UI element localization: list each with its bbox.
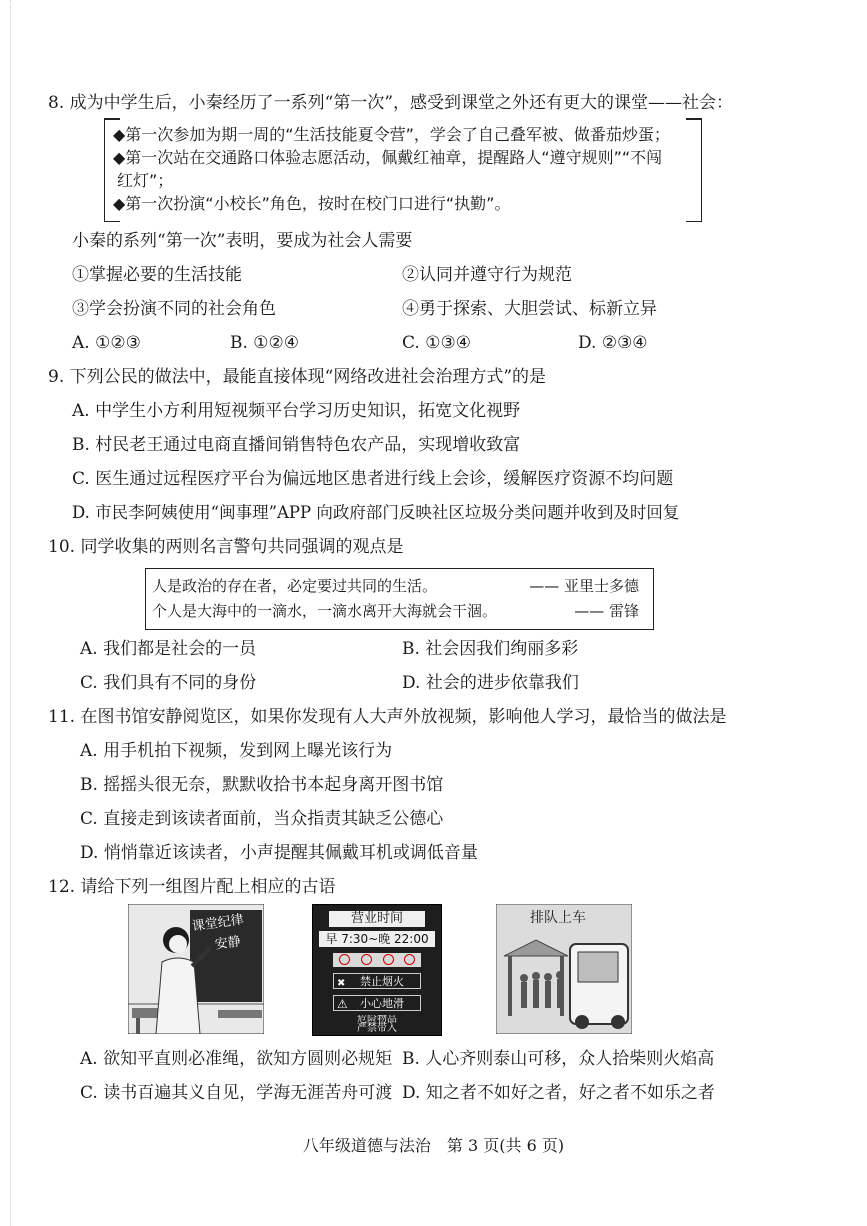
answer-option[interactable]: D. 知之者不如好之者，好之者不如乐之者 bbox=[402, 1083, 715, 1103]
material-line: ◆第一次参加为期一周的“生活技能夏令营”，学会了自己叠军被、做番茄炒蛋； bbox=[113, 125, 670, 144]
sign-label: 危险物品 bbox=[357, 1015, 397, 1025]
answer-option[interactable]: C. 我们具有不同的身份 bbox=[80, 673, 257, 693]
question-12-stem: 12. 请给下列一组图片配上相应的古语 bbox=[48, 877, 336, 897]
sign-slippery bbox=[333, 995, 421, 1011]
question-8-prompt: 小秦的系列“第一次”表明，要成为社会人需要 bbox=[72, 231, 413, 251]
answer-option[interactable]: B. ①②④ bbox=[230, 333, 300, 353]
notice-board-illustration bbox=[312, 904, 442, 1036]
answer-option[interactable]: A. 用手机拍下视频，发到网上曝光该行为 bbox=[80, 741, 393, 761]
statement-item: ②认同并遵守行为规范 bbox=[402, 265, 572, 285]
quote-box bbox=[145, 568, 654, 630]
answer-option[interactable]: B. 村民老王通过电商直播间销售特色农产品，实现增收致富 bbox=[72, 435, 521, 455]
answer-option[interactable]: C. ①③④ bbox=[402, 333, 471, 353]
statement-item: ③学会扮演不同的社会角色 bbox=[72, 299, 276, 319]
binding-margin-line bbox=[10, 0, 11, 1226]
warning-triangle-icon: ⚠ bbox=[337, 997, 348, 1011]
answer-option[interactable]: D. ②③④ bbox=[578, 333, 648, 353]
no-phone-icon bbox=[404, 954, 415, 965]
prohibition-icons bbox=[333, 953, 421, 967]
question-8-stem: 8. 成为中学生后，小秦经历了一系列“第一次”，感受到课堂之外还有更大的课堂——社会： bbox=[48, 93, 734, 113]
question-8-material-box bbox=[104, 118, 702, 222]
sign-label: 小心地滑 bbox=[360, 997, 404, 1010]
answer-option[interactable]: B. 社会因我们绚丽多彩 bbox=[402, 639, 579, 659]
answer-option[interactable]: D. 市民李阿姨使用“闽事理”APP 向政府部门反映社区垃圾分类问题并收到及时回复 bbox=[72, 503, 680, 522]
sign-hazard bbox=[333, 1015, 421, 1033]
no-food-icon bbox=[383, 954, 394, 965]
answer-option[interactable]: A. 我们都是社会的一员 bbox=[80, 639, 257, 659]
material-line: ◆第一次站在交通路口体验志愿活动，佩戴红袖章，提醒路人“遵守规则”“不闯 bbox=[113, 148, 663, 167]
answer-option[interactable]: D. 社会的进步依靠我们 bbox=[402, 673, 579, 693]
material-line: 红灯”； bbox=[117, 171, 174, 190]
answer-option[interactable]: B. 摇摇头很无奈，默默收拾书本起身离开图书馆 bbox=[80, 775, 444, 795]
answer-option[interactable]: A. 中学生小方利用短视频平台学习历史知识，拓宽文化视野 bbox=[72, 401, 521, 421]
answer-option[interactable]: C. 医生通过远程医疗平台为偏远地区患者进行线上会诊，缓解医疗资源不均问题 bbox=[72, 469, 674, 489]
statement-item: ④勇于探索、大胆尝试、标新立异 bbox=[402, 299, 657, 319]
statement-item: ①掌握必要的生活技能 bbox=[72, 265, 242, 285]
answer-option[interactable]: C. 直接走到该读者面前，当众指责其缺乏公德心 bbox=[80, 809, 444, 829]
quote-text: 个人是大海中的一滴水，一滴水离开大海就会干涸。 bbox=[152, 602, 498, 620]
answer-option[interactable]: B. 人心齐则泰山可移，众人拾柴则火焰高 bbox=[402, 1049, 715, 1069]
opening-hours-title: 营业时间 bbox=[329, 911, 425, 927]
question-9-stem: 9. 下列公民的做法中，最能直接体现“网络改进社会治理方式”的是 bbox=[48, 367, 547, 387]
question-11-stem: 11. 在图书馆安静阅览区，如果你发现有人大声外放视频，影响他人学习，最恰当的做法是 bbox=[48, 707, 727, 727]
no-smoking-icon bbox=[339, 954, 350, 965]
material-line: ◆第一次扮演“小校长”角色，按时在校门口进行“执勤”。 bbox=[113, 194, 511, 213]
image-caption: 排队上车 bbox=[530, 910, 586, 926]
sign-label: 禁止烟火 bbox=[360, 975, 404, 988]
answer-option[interactable]: C. 读书百遍其义自见，学海无涯苦舟可渡 bbox=[80, 1083, 393, 1103]
answer-option[interactable]: D. 悄悄靠近该读者，小声提醒其佩戴耳机或调低音量 bbox=[80, 843, 478, 863]
opening-hours: 早 7:30~晚 22:00 bbox=[319, 931, 435, 947]
answer-option[interactable]: A. ①②③ bbox=[72, 333, 141, 353]
answer-option[interactable]: A. 欲知平直则必准绳，欲知方圆则必规矩 bbox=[80, 1049, 393, 1069]
question-10-stem: 10. 同学收集的两则名言警句共同强调的观点是 bbox=[48, 537, 404, 557]
fire-icon: ✖ bbox=[337, 978, 346, 989]
quote-author: —— 雷锋 bbox=[574, 602, 639, 620]
blackboard-text: 安静 bbox=[214, 934, 242, 953]
page-footer: 八年级道德与法治 第 3 页(共 6 页) bbox=[302, 1136, 565, 1155]
sign-label: 严禁带入 bbox=[357, 1023, 397, 1033]
no-pets-icon bbox=[361, 954, 372, 965]
sign-no-fire bbox=[333, 973, 421, 989]
blackboard-text: 课堂纪律 bbox=[191, 912, 245, 935]
quote-author: —— 亚里士多德 bbox=[529, 577, 639, 595]
quote-text: 人是政治的存在者，必定要过共同的生活。 bbox=[152, 577, 438, 595]
